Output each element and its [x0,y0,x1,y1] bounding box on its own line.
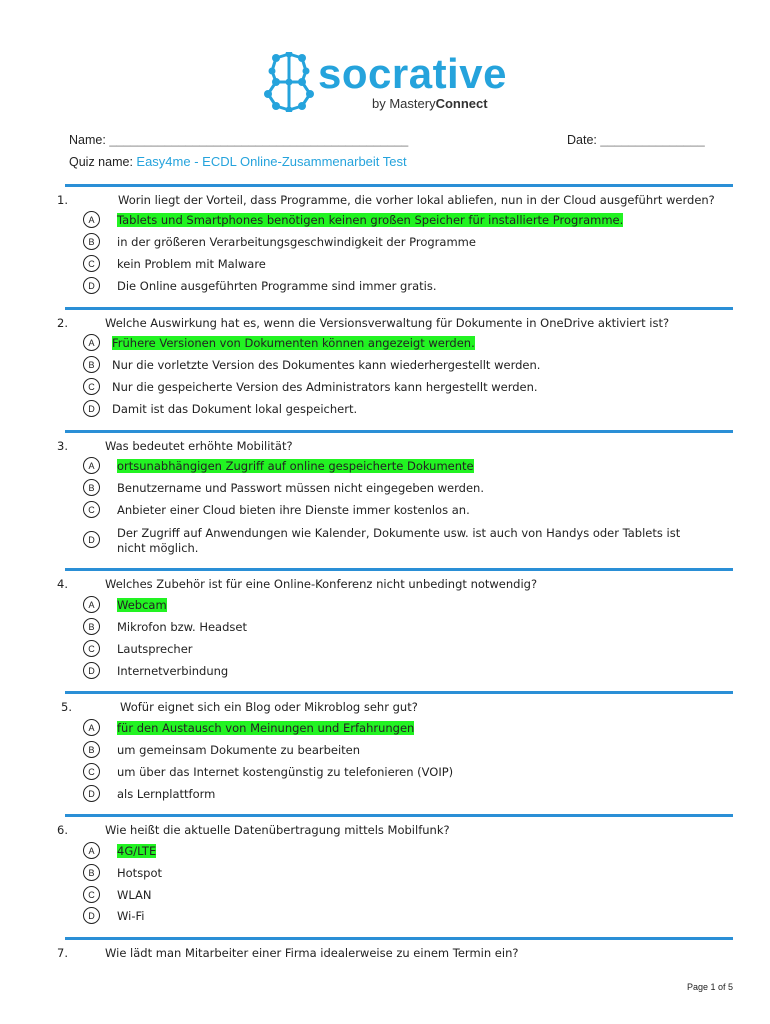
option-a-text [117,213,623,228]
option-d-text: Wi-Fi [117,909,145,923]
question-text: Welche Auswirkung hat es, wenn die Versionsverwaltung für Dokumente in OneDrive aktiviert ist? [105,316,670,330]
section-divider [65,184,733,187]
logo-byline-brand: Connect [435,96,488,111]
logo-byline-prefix: by Mastery [372,96,436,111]
option-d-circle[interactable]: D [83,531,100,548]
section-divider [65,814,733,817]
section-divider [65,691,733,694]
question-text: Wofür eignet sich ein Blog oder Mikroblog sehr gut? [120,700,418,714]
option-b-text: in der größeren Verarbeitungsgeschwindigkeit der Programme [117,235,476,249]
question-number: 4. [57,577,68,591]
option-a-text [117,598,167,613]
option-a-circle[interactable]: A [83,211,100,228]
option-a-text [112,336,475,351]
question-number: 5. [61,700,72,714]
correct-answer-highlight: 4G/LTE [117,844,157,858]
socrative-hexagon-icon [262,52,316,112]
option-d-text: Der Zugriff auf Anwendungen wie Kalender, Dokumente usw. ist auch von Handys oder Tablets ist nicht möglich. [117,526,681,555]
option-d-text: Die Online ausgeführten Programme sind immer gratis. [117,279,437,293]
option-b-text: Mikrofon bzw. Headset [117,620,247,634]
option-b-circle[interactable]: B [83,479,100,496]
option-b-circle[interactable]: B [83,741,100,758]
correct-answer-highlight: Tablets und Smartphones benötigen keinen großen Speicher für installierte Programme. [117,213,624,227]
question-number: 2. [57,316,68,330]
option-d-text: Damit ist das Dokument lokal gespeichert. [112,402,358,416]
option-a-circle[interactable]: A [83,719,100,736]
option-d-circle[interactable]: D [83,785,100,802]
option-d-circle[interactable]: D [83,662,100,679]
quiz-name-label: Quiz name: [69,155,133,169]
name-blank: ___________________________________________ [109,133,409,147]
option-b-circle[interactable]: B [83,864,100,881]
option-d-circle[interactable]: D [83,907,100,924]
quiz-name-field [69,154,407,169]
option-b-text: Nur die vorletzte Version des Dokumentes kann wiederhergestellt werden. [112,358,541,372]
socrative-logo [262,52,512,116]
option-c-circle[interactable]: C [83,763,100,780]
correct-answer-highlight: Frühere Versionen von Dokumenten können angezeigt werden. [112,336,475,350]
logo-wordmark: socrative [318,50,507,97]
option-b-text: Hotspot [117,866,163,880]
page-number: Page 1 of 5 [686,982,733,992]
option-c-text: Lautsprecher [117,642,193,656]
option-c-text: WLAN [117,888,152,902]
question-number: 1. [57,193,68,207]
option-b-circle[interactable]: B [83,233,100,250]
section-divider [65,307,733,310]
name-field [69,133,408,147]
option-d-circle[interactable]: D [83,400,100,417]
question-number: 6. [57,823,68,837]
date-label: Date: [567,133,597,147]
option-c-circle[interactable]: C [83,640,100,657]
quiz-name-value: Easy4me - ECDL Online-Zusammenarbeit Test [136,154,407,169]
question-number: 7. [57,946,68,960]
option-a-text [117,844,156,859]
option-a-circle[interactable]: A [83,457,100,474]
logo-byline [372,96,488,111]
option-b-circle[interactable]: B [83,356,100,373]
correct-answer-highlight: für den Austausch von Meinungen und Erfahrungen [117,721,415,735]
correct-answer-highlight: Webcam [117,598,167,612]
option-c-text: Nur die gespeicherte Version des Administrators kann hergestellt werden. [112,380,538,394]
section-divider [65,430,733,433]
question-text: Wie lädt man Mitarbeiter einer Firma idealerweise zu einem Termin ein? [105,946,519,960]
option-a-text [117,459,474,474]
question-number: 3. [57,439,68,453]
option-c-circle[interactable]: C [83,378,100,395]
option-a-circle[interactable]: A [83,334,100,351]
option-a-circle[interactable]: A [83,842,100,859]
option-c-circle[interactable]: C [83,501,100,518]
option-d-circle[interactable]: D [83,277,100,294]
correct-answer-highlight: ortsunabhängigen Zugriff auf online gespeicherte Dokumente [117,459,474,473]
date-field [567,133,705,147]
option-c-circle[interactable]: C [83,255,100,272]
option-a-text [117,721,414,736]
question-text: Worin liegt der Vorteil, dass Programme, die vorher lokal abliefen, nun in der Cloud ausgeführt werden? [118,193,715,207]
question-text: Welches Zubehör ist für eine Online-Konferenz nicht unbedingt notwendig? [105,577,538,591]
option-d-text: als Lernplattform [117,787,216,801]
option-c-text: um über das Internet kostengünstig zu telefonieren (VOIP) [117,765,454,779]
name-label: Name: [69,133,106,147]
option-d-text: Internetverbindung [117,664,229,678]
option-b-circle[interactable]: B [83,618,100,635]
option-b-text: Benutzername und Passwort müssen nicht eingegeben werden. [117,481,484,495]
option-c-circle[interactable]: C [83,886,100,903]
question-text: Wie heißt die aktuelle Datenübertragung mittels Mobilfunk? [105,823,450,837]
option-a-circle[interactable]: A [83,596,100,613]
section-divider [65,568,733,571]
option-b-text: um gemeinsam Dokumente zu bearbeiten [117,743,361,757]
section-divider [65,937,733,940]
date-blank: _______________ [600,133,705,147]
question-text: Was bedeutet erhöhte Mobilität? [105,439,293,453]
option-c-text: kein Problem mit Malware [117,257,266,271]
option-c-text: Anbieter einer Cloud bieten ihre Dienste immer kostenlos an. [117,503,470,517]
